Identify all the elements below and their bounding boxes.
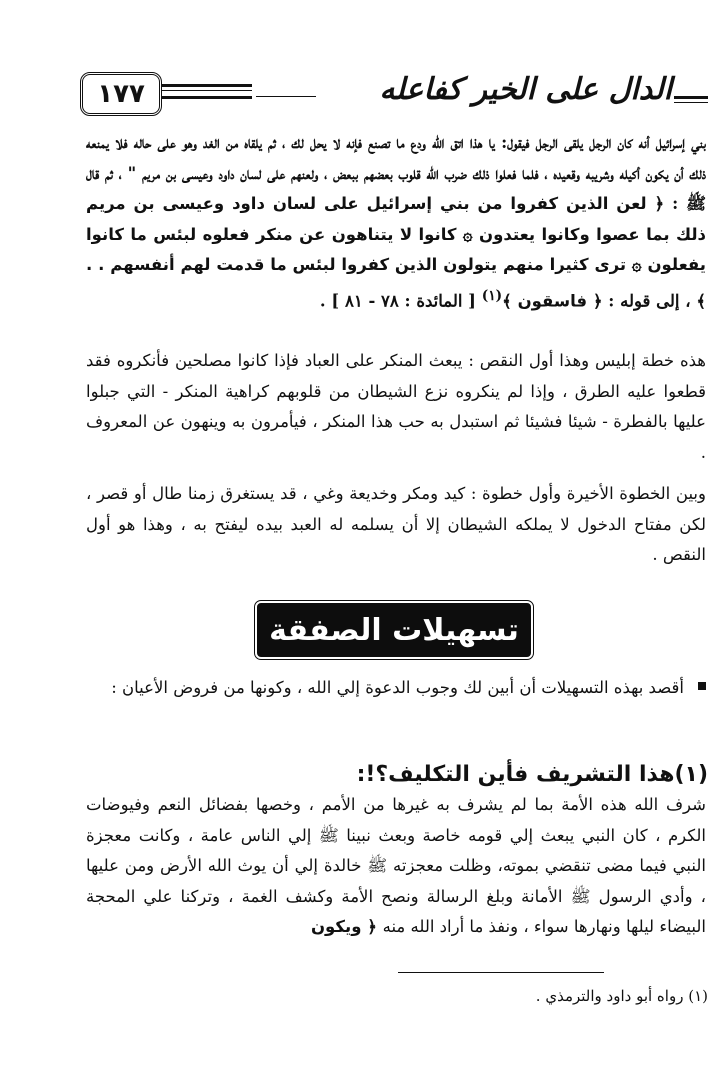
paragraph-bullet: أقصد بهذه التسهيلات أن أبين لك وجوب الدعوة إلي الله ، وكونها من فروض الأعيان : [111, 678, 684, 697]
header-rule [162, 96, 252, 99]
paragraph-iblis-plan: هذه خطة إبليس وهذا أول النقص : يبعث المنكر على العباد فإذا كانوا مصلحين فأنكروه فقد قطعوا عليه الطرق ، وإذا لم ينكروه نزع الشيطان من قلوبهم كراهية المنكر - التي جبلوا عليها بالفطرة - شيئا فشيئا ثم استبدل به حب هذا المنكر ، فيأمرون به وينهون عن المعروف . [86, 351, 706, 462]
quran-verse: ﴿ ويكون [310, 917, 383, 936]
header-rule [674, 96, 708, 99]
text-line: بني إسرائيل أنه كان الرجل يلقى الرجل فيقول: يا هذا اتق الله ودع ما تصنع فإنه لا [332, 133, 706, 152]
quran-verse: ﴿ فاسقون ﴾ [502, 291, 603, 310]
quran-verse: فعلوه لبئس ما كانوا يفعلون ۞ ترى كثيرا منهم يتولون الذين كفروا لبئس ما [86, 224, 706, 274]
text-body: شرف الله هذه الأمة بما لم يشرف به غيرها من الأمم ، وخصها بفضائل النعم وفيوضات الكرم ، كان النبي يبعث إلي قومه خاصة وبعث نبينا ﷺ إلي الناس عامة ، وكانت معجزة النبي فيما مضى تنقضي بموته، وظلت معجزته ﷺ خالدة إلي أن يوث الله الأرض ومن عليها ، وأدي الرسول ﷺ الأمانة وبلغ الرسالة ونصح الأمة وكشف الغمة ، وتركنا علي المحجة البيضاء ليلها ونهارها سواء ، ونفذ ما أراد الله منه [86, 795, 706, 936]
page-number: ١٧٧ [80, 72, 162, 116]
quran-verse: قدمت لهم أنفسهم . . ﴾ [86, 255, 706, 310]
text-line: وعيسى بن مريم " ، ثم قال ﷺ : [86, 163, 707, 213]
paragraph-steps: وبين الخطوة الأخيرة وأول خطوة : كيد ومكر وخديعة وغي ، قد يستغرق زمنا طال أو قصر ، لكن مفتاح الدخول لا يملكه الشيطان إلا أن يسلمه له العبد بيده ليفتح به ، وهذا هو أول النقص . [86, 484, 706, 564]
footnote-reference: (١) [481, 287, 503, 304]
quran-verse: ﴿ لعن الذين كفروا من بني إسرائيل على لسان [272, 194, 665, 213]
footnote-divider [398, 972, 604, 973]
square-bullet-icon [698, 682, 706, 690]
paragraph-honor [86, 790, 706, 943]
header-rule [162, 90, 252, 91]
text-line: ، إلى قوله : [602, 291, 691, 310]
section-heading: تسهيلات الصفقة [257, 603, 531, 657]
header-rule [674, 102, 708, 103]
header-rule [256, 96, 316, 97]
quran-verse: داود وعيسى بن مريم ذلك بما عصوا وكانوا يعتدون ۞ كانوا لا يتناهون عن منكر [86, 194, 706, 244]
header-rule [162, 84, 252, 87]
sub-heading: (١)هذا التشريف فأين التكليف؟!: [356, 762, 708, 787]
text-line: يحل لك ، ثم يلقاه من الغد وهو على حاله فلا يمنعه ذلك أن يكون أكيله وشريبه [86, 133, 707, 183]
paragraph-hadith [86, 128, 706, 317]
page-header [80, 66, 708, 122]
footnote: (١) رواه أبو داود والترمذي . [535, 987, 708, 1005]
running-title: الدال على الخير كفاعله [379, 72, 672, 107]
verse-citation: [ المائدة : ٧٨ - ٨١ ] . [319, 291, 476, 310]
text-line: وقعيده ، فلما فعلوا ذلك ضرب الله قلوب بعضهم ببعض ، ولعنهم على لسان داود [218, 163, 580, 183]
